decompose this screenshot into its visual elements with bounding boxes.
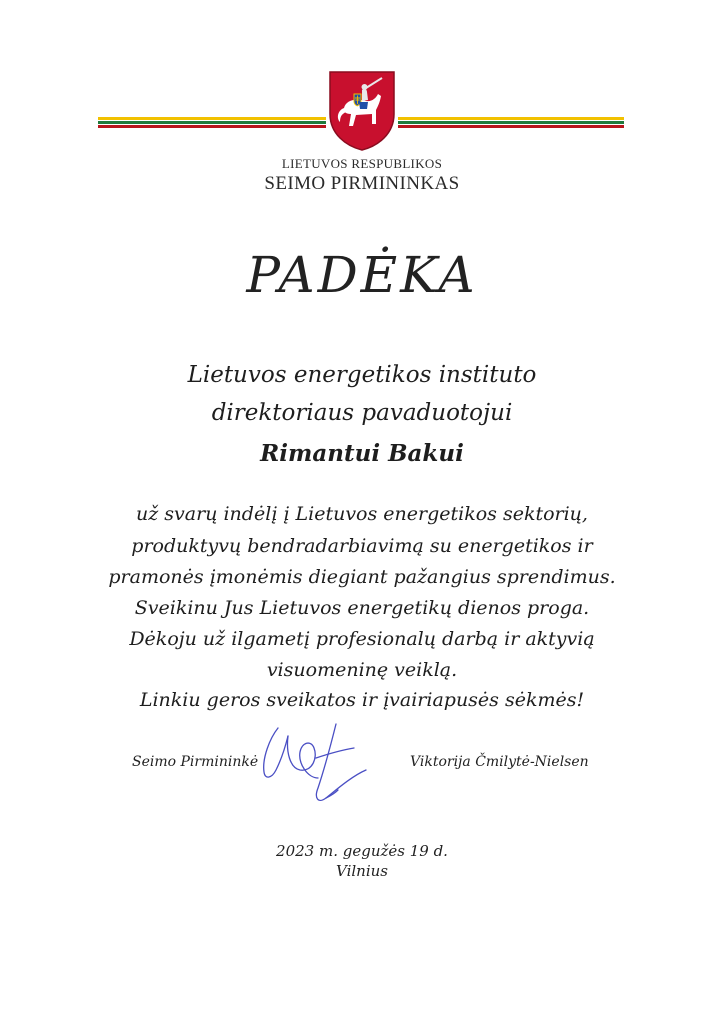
signatory-role: Seimo Pirmininkė [132,754,259,770]
handwritten-signature [256,718,386,810]
issuer-line-2: SEIMO PIRMININKAS [264,173,460,194]
issue-date: 2023 m. gegužės 19 d. [276,842,448,860]
coat-of-arms-icon [326,68,398,152]
body-line: Sveikinu Jus Lietuvos energetikų dienos proga. [134,597,590,619]
recipient-name: Rimantui Bakui [260,440,464,467]
document-title: PADĖKA [246,246,478,304]
body-line: Linkiu geros sveikatos ir įvairiapusės sėkmės! [139,689,585,711]
body-line: pramonės įmonėmis diegiant pažangius sprendimus. [108,566,616,588]
body-line: Dėkoju už ilgametį profesionalų darbą ir aktyvią [129,628,595,650]
recipient-line-2: direktoriaus pavaduotojui [211,400,513,426]
body-line: visuomeninę veiklą. [266,659,458,681]
recipient-line-1: Lietuvos energetikos instituto [187,362,537,388]
body-line: už svarų indėlį į Lietuvos energetikos sektorių, [136,503,588,525]
issuer-line-1: LIETUVOS RESPUBLIKOS [281,156,443,171]
signatory-name: Viktorija Čmilytė-Nielsen [410,754,589,770]
body-line: produktyvų bendradarbiavimą su energetikos ir [131,535,593,557]
issue-city: Vilnius [336,862,388,880]
